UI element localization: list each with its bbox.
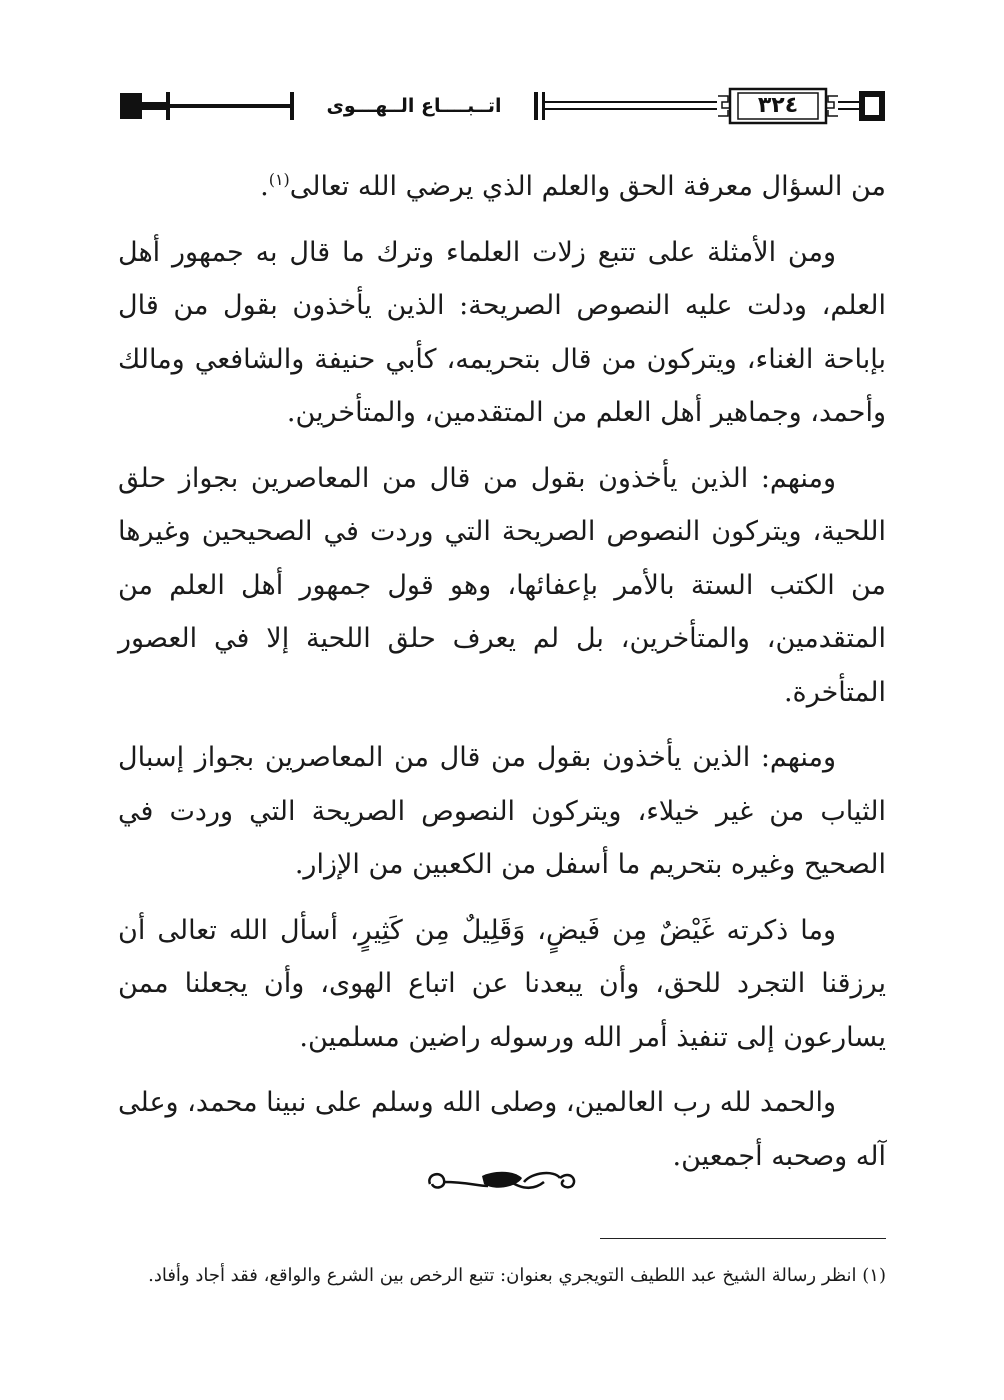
page-header <box>118 86 886 126</box>
footnote: (١) انظر رسالة الشيخ عبد اللطيف التويجري بعنوان: تتبع الرخص بين الشرع والواقع، فقد أجاد وأفاد. <box>148 1265 886 1286</box>
paragraph: ومنهم: الذين يأخذون بقول من قال من المعاصرين بجواز حلق اللحية، ويتركون النصوص الصريحة التي وردت في الصحيحين وغيرها من الكتب الستة بالأمر بإعفائها، وهو قول جمهور أهل العلم من المتقدمين، والمتأخرين، بل لم يعرف حلق اللحية إلا في العصور المتأخرة. <box>118 462 886 708</box>
footnotes <box>118 1262 886 1290</box>
paragraph: ومن الأمثلة على تتبع زلات العلماء وترك ما قال به جمهور أهل العلم، ودلت عليه النصوص الصريحة: الذين يأخذون بقول من قال بإباحة الغناء، ويتركون من قال بتحريمه، كأبي حنيفة والشافعي ومالك وأحمد، وجماهير أهل العلم من المتقدمين، والمتأخرين. <box>118 236 886 428</box>
closing-flourish-icon <box>422 1162 582 1198</box>
paragraph <box>118 160 886 214</box>
page-number: ٣٢٤ <box>757 93 799 118</box>
footnote-reference[interactable]: (١) <box>268 170 290 189</box>
paragraph: ومنهم: الذين يأخذون بقول من قال من المعاصرين بجواز إسبال الثياب من غير خيلاء، ويتركون النصوص الصريحة التي وردت في الصحيح وغيره بتحريم ما أسفل من الكعبين من الإزار. <box>118 742 886 880</box>
sentence-end: . <box>260 171 269 202</box>
running-title: اتــبــــاع الــهـــوى <box>296 90 532 122</box>
paragraph: وما ذكرته غَيْضٌ مِن فَيضٍ، وَقَلِيلٌ مِن كَثِيرٍ، أسأل الله تعالى أن يرزقنا التجرد للحق، وأن يبعدنا عن اتباع الهوى، وأن يجعلنا ممن يسارعون إلى تنفيذ أمر الله ورسوله راضين مسلمين. <box>118 914 886 1053</box>
paragraph: والحمد لله رب العالمين، وصلى الله وسلم على نبينا محمد، وعلى آله وصحبه أجمعين. <box>118 1087 886 1172</box>
paragraph-text: من السؤال معرفة الحق والعلم الذي يرضي الله تعالى <box>289 171 886 202</box>
main-text <box>118 160 886 1195</box>
footnote-divider <box>600 1238 886 1239</box>
